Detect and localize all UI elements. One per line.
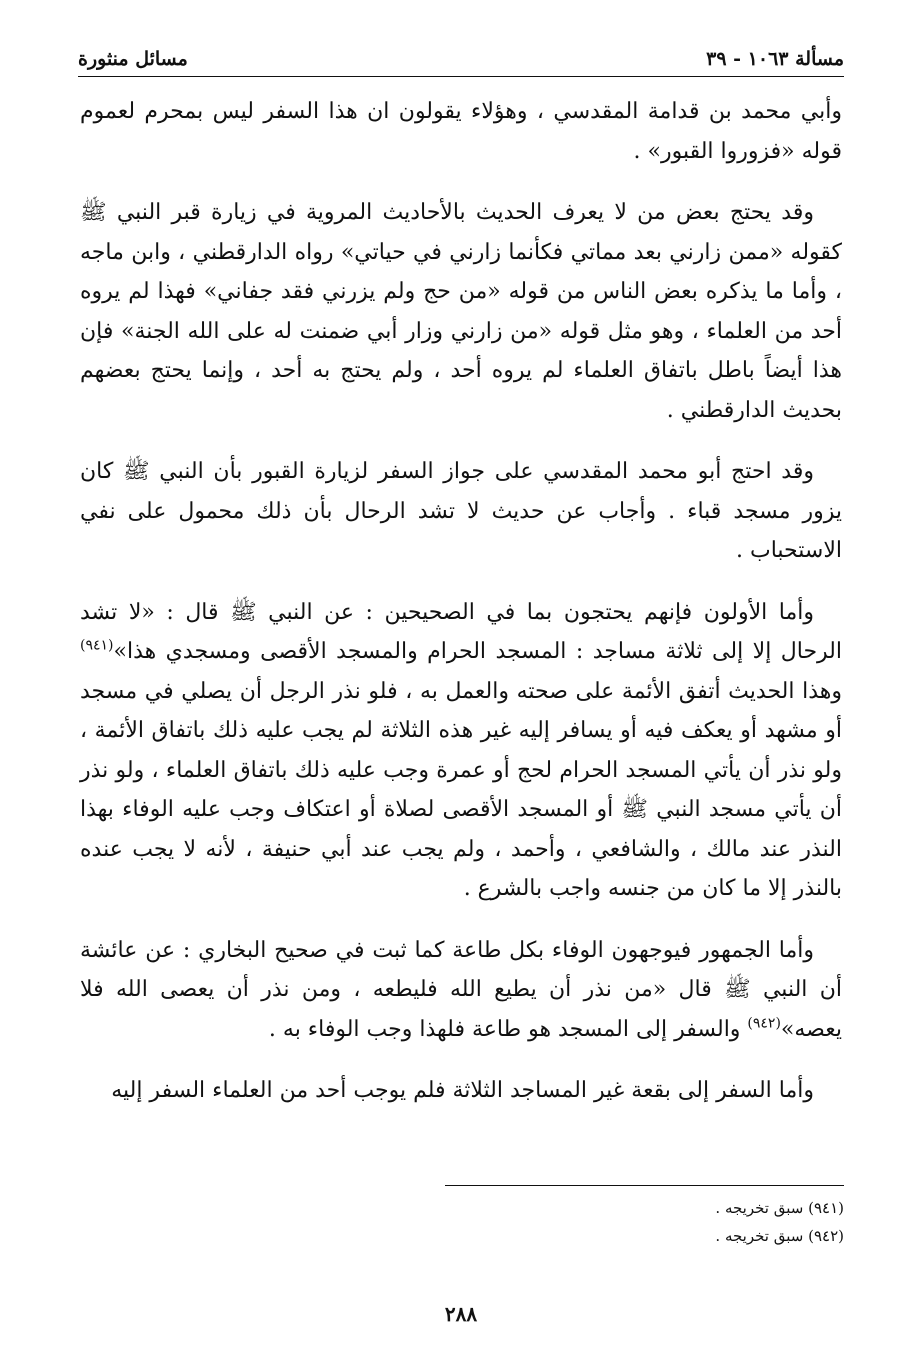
paragraph-text: وأما الأولون فإنهم يحتجون بما في الصحيحين : عن النبي ﷺ قال : «لا تشد الرحال إلا إلى ثلاثة مساجد : المسجد الحرام والمسجد الأقصى ومسجدي هذا» <box>80 599 842 664</box>
footnote-divider <box>445 1185 844 1186</box>
paragraph-text: وقد يحتج بعض من لا يعرف الحديث بالأحاديث المروية في زيارة قبر النبي ﷺ كقوله «ممن زارني بعد مماتي فكأنما زارني في حياتي» رواه الدارقطني ، وابن ماجه ، وأما ما يذكره بعض الناس من قوله «من حج ولم يزرني فقد جفاني» فهذا لم يروه أحد من العلماء ، وهو مثل قوله «من زارني وزار أبي ضمنت له على الله الجنة» فإن هذا أيضاً باطل باتفاق العلماء لم يروه أحد ، ولم يحتج به أحد ، وإنما يحتج بعضهم بحديث الدارقطني . <box>80 200 842 423</box>
paragraph-text: وأما الجمهور فيوجهون الوفاء بكل طاعة كما ثبت في صحيح البخاري : عن عائشة أن النبي ﷺ قال «من نذر أن يطيع الله فليطعه ، ومن نذر أن يعصى الله فلا يعصه» <box>80 937 842 1042</box>
paragraph-1 <box>80 92 842 171</box>
header-section-title: مسائل منثورة <box>78 48 188 70</box>
paragraph-3 <box>80 452 842 571</box>
footnote-reference[interactable]: (٩٤٢) <box>747 1015 781 1032</box>
main-text <box>80 92 842 1133</box>
paragraph-text-continued: والسفر إلى المسجد هو طاعة فلهذا وجب الوفاء به . <box>268 1016 748 1042</box>
paragraph-4 <box>80 593 842 909</box>
paragraph-6 <box>80 1071 842 1111</box>
paragraph-text: وقد احتج أبو محمد المقدسي على جواز السفر لزيارة القبور بأن النبي ﷺ كان يزور مسجد قباء . وأجاب عن حديث لا تشد الرحال بأن ذلك محمول على نفي الاستحباب . <box>80 459 842 563</box>
header-divider <box>78 76 844 77</box>
paragraph-5 <box>80 931 842 1050</box>
paragraph-text: وأبي محمد بن قدامة المقدسي ، وهؤلاء يقولون ان هذا السفر ليس بمحرم لعموم قوله «فزوروا القبور» . <box>80 99 842 164</box>
paragraph-text-continued: وهذا الحديث أتفق الأئمة على صحته والعمل به ، فلو نذر الرجل أن يصلي في مسجد أو مشهد أو يعكف فيه أو يسافر إليه غير هذه الثلاثة لم يجب عليه ذلك باتفاق الأئمة ، ولو نذر أن يأتي المسجد الحرام لحج أو عمرة وجب عليه ذلك باتفاق العلماء ، ولو نذر أن يأتي مسجد النبي ﷺ أو المسجد الأقصى لصلاة أو اعتكاف وجب عليه الوفاء بهذا النذر عند مالك ، والشافعي ، وأحمد ، ولم يجب عند أبي حنيفة ، لأنه لا يجب عنده بالنذر إلا ما كان من جنسه واجب بالشرع . <box>80 678 842 901</box>
footnote-941: (٩٤١) سبق تخريجه . <box>715 1199 844 1217</box>
footnote-reference[interactable]: (٩٤١) <box>80 637 114 654</box>
running-header <box>78 30 844 70</box>
footnotes <box>80 1194 844 1250</box>
footnote-942: (٩٤٢) سبق تخريجه . <box>715 1227 844 1245</box>
header-issue-number: مسألة ١٠٦٣ - ٣٩ <box>706 48 844 70</box>
page-number: ٢٨٨ <box>444 1302 478 1326</box>
paragraph-text: وأما السفر إلى بقعة غير المساجد الثلاثة فلم يوجب أحد من العلماء السفر إليه <box>111 1078 814 1103</box>
paragraph-2 <box>80 193 842 430</box>
